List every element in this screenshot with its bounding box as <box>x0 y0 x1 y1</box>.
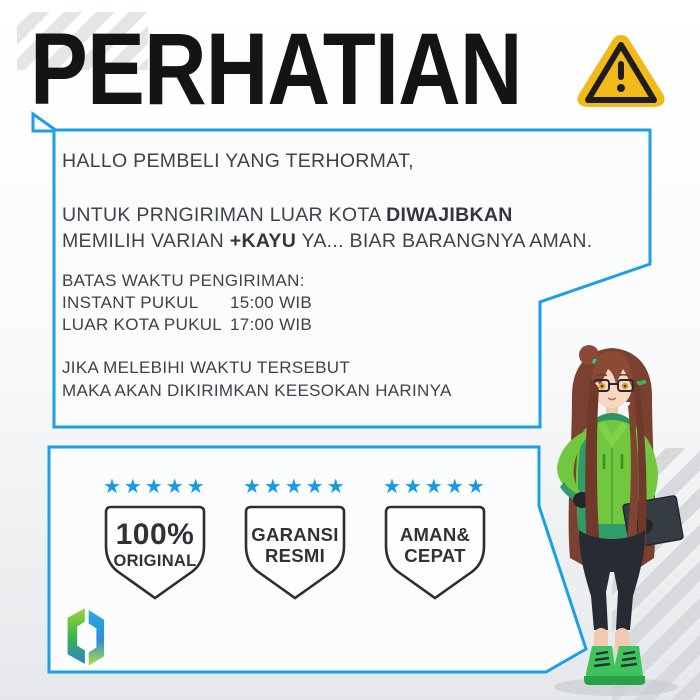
note-line1: JIKA MELEBIHI WAKTU TERSEBUT <box>62 358 351 377</box>
instruction-bold-diwajibkan: DIWAJIBKAN <box>386 204 513 226</box>
badge-subtitle: RESMI <box>264 545 326 567</box>
badge-title: 100% <box>115 518 195 551</box>
badge-text <box>243 524 347 566</box>
warning-triangle-icon <box>574 32 668 108</box>
badge-subtitle: ORIGINAL <box>113 552 197 571</box>
star-rating-icons: ★★★★★ <box>103 476 208 498</box>
star-rating-icons: ★★★★★ <box>383 476 488 498</box>
note-line2: MAKA AKAN DIKIRIMKAN KEESOKAN HARINYA <box>62 380 452 400</box>
page-title: PERHATIAN <box>30 12 522 126</box>
deadline-label: LUAR KOTA PUKUL <box>62 315 223 334</box>
deadline-heading: BATAS WAKTU PENGIRIMAN: <box>62 271 305 290</box>
deadline-time: 15:00 WIB <box>230 293 313 312</box>
star-rating-icons: ★★★★★ <box>243 476 348 498</box>
instruction-bold-kayu: +KAYU <box>229 230 297 252</box>
greeting-text: HALLO PEMBELI YANG TERHORMAT, <box>62 150 414 172</box>
badge-subtitle: CEPAT <box>404 545 466 567</box>
badge-text <box>383 524 487 566</box>
instruction-line2-end: YA... BIAR BARANGNYA AMAN. <box>296 230 593 252</box>
badge-100-original <box>103 476 207 602</box>
deadline-row-luar-kota <box>62 315 312 335</box>
badge-title: AMAN& <box>399 524 471 545</box>
h-hexagon-logo <box>58 606 106 668</box>
mascot-girl-illustration <box>538 342 690 698</box>
shipping-instruction-text <box>62 202 602 254</box>
deadline-time: 17:00 WIB <box>230 315 313 334</box>
badge-title: GARANSI <box>251 524 339 545</box>
instruction-line1: UNTUK PRNGIRIMAN LUAR KOTA <box>62 204 387 226</box>
deadline-row-instant <box>62 293 312 313</box>
instruction-line2: MEMILIH VARIAN <box>62 230 230 252</box>
badge-aman-cepat <box>383 476 487 602</box>
sneakers <box>584 646 645 685</box>
badge-text <box>103 518 207 571</box>
late-shipping-note <box>62 357 452 402</box>
deadline-label: INSTANT PUKUL <box>62 293 199 312</box>
badge-garansi-resmi <box>243 476 347 602</box>
